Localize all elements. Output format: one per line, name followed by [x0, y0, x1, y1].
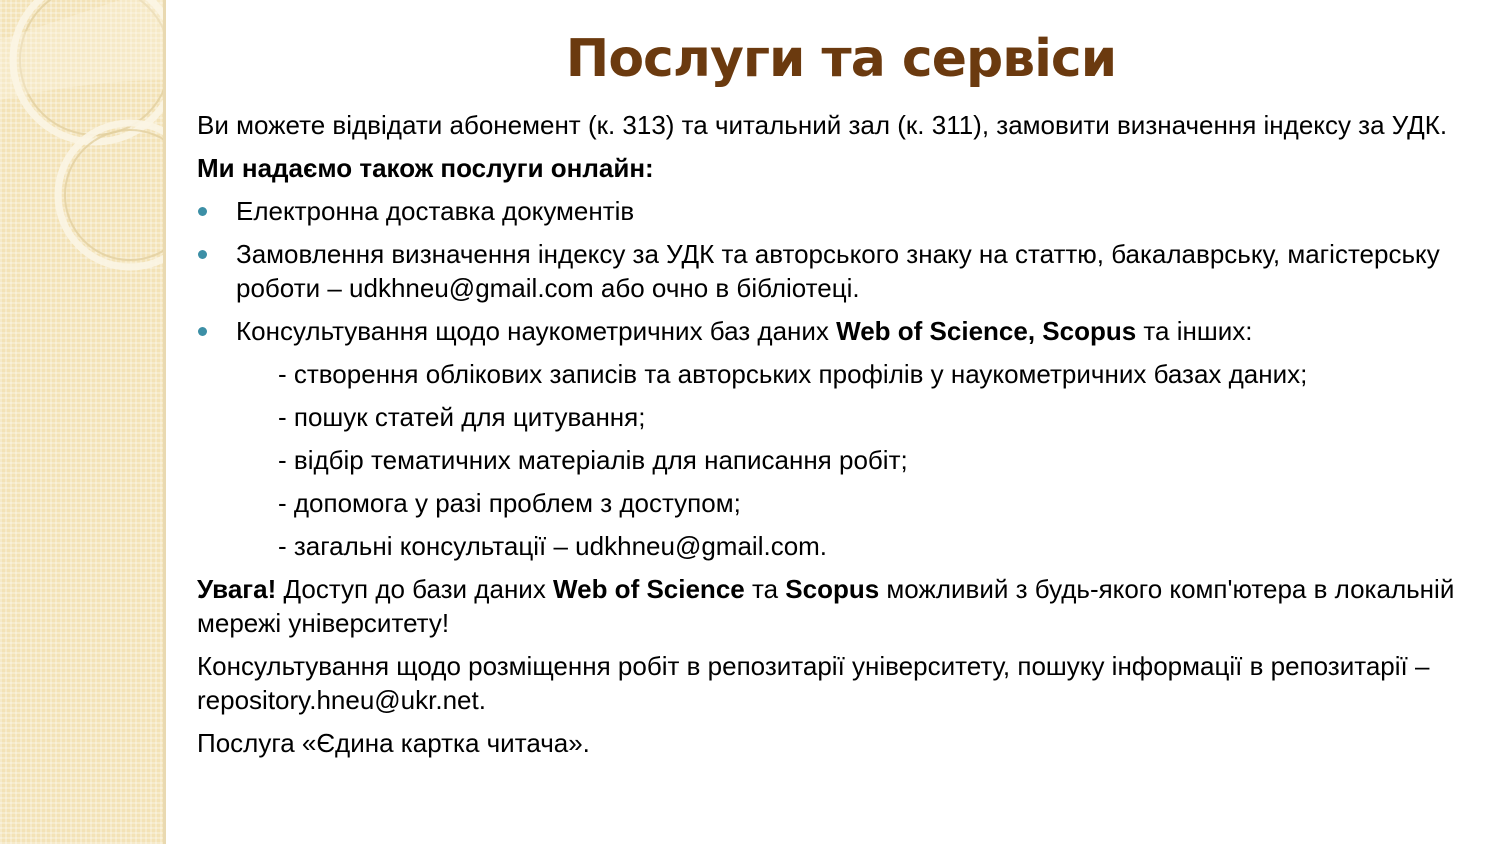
sub-item: - відбір тематичних матеріалів для написання робіт; [278, 445, 908, 475]
warning-paragraph [197, 572, 1487, 640]
decorative-side-panel [0, 0, 166, 844]
side-panel-edge [163, 0, 166, 844]
bullet-text: Замовлення визначення індексу за УДК та авторського знаку на статтю, бакалаврську, магістерську роботи – udkhneu@gmail.com або очно в бібліотеці. [236, 239, 1440, 303]
bullet-text-post: та інших: [1136, 316, 1253, 346]
warning-scopus: Scopus [785, 574, 880, 604]
bullet-text-pre: Консультування щодо наукометричних баз даних [236, 316, 837, 346]
warning-text: можливий з будь-якого комп'ютера в локальній мережі університету! [197, 574, 1455, 638]
reader-card-paragraph: Послуга «Єдина картка читача». [197, 728, 590, 758]
bullet-dot-icon [198, 250, 207, 259]
sub-item: - пошук статей для цитування; [278, 402, 646, 432]
bullet-item-consulting [197, 314, 1487, 348]
intro-paragraph: Ви можете відвідати абонемент (к. 313) та читальний зал (к. 311), замовити визначення індексу за УДК. [197, 110, 1448, 140]
repository-paragraph: Консультування щодо розміщення робіт в репозитарії університету, пошуку інформації в репозитарії – repository.hneu@ukr.net. [197, 651, 1430, 715]
decorative-rings-graphic [0, 0, 166, 844]
sub-item: - створення облікових записів та авторських профілів у наукометричних базах даних; [278, 359, 1308, 389]
sub-item: - загальні консультації – udkhneu@gmail.com. [278, 531, 828, 561]
warning-text: та [744, 574, 786, 604]
bullet-text: Електронна доставка документів [236, 196, 635, 226]
bullet-item-delivery [197, 194, 1487, 228]
bullet-item-udk [197, 237, 1487, 305]
slide-title: Послуги та сервіси [565, 29, 1117, 89]
slide-content [197, 108, 1487, 769]
sub-item: - допомога у разі проблем з доступом; [278, 488, 741, 518]
warning-text: Доступ до бази даних [276, 574, 554, 604]
warning-wos: Web of Science [553, 574, 745, 604]
online-services-heading: Ми надаємо також послуги онлайн: [197, 153, 654, 183]
bullet-dot-icon [198, 207, 207, 216]
warning-label: Увага! [197, 574, 277, 604]
bullet-text-bold: Web of Science, Scopus [836, 316, 1137, 346]
bullet-dot-icon [198, 327, 207, 336]
